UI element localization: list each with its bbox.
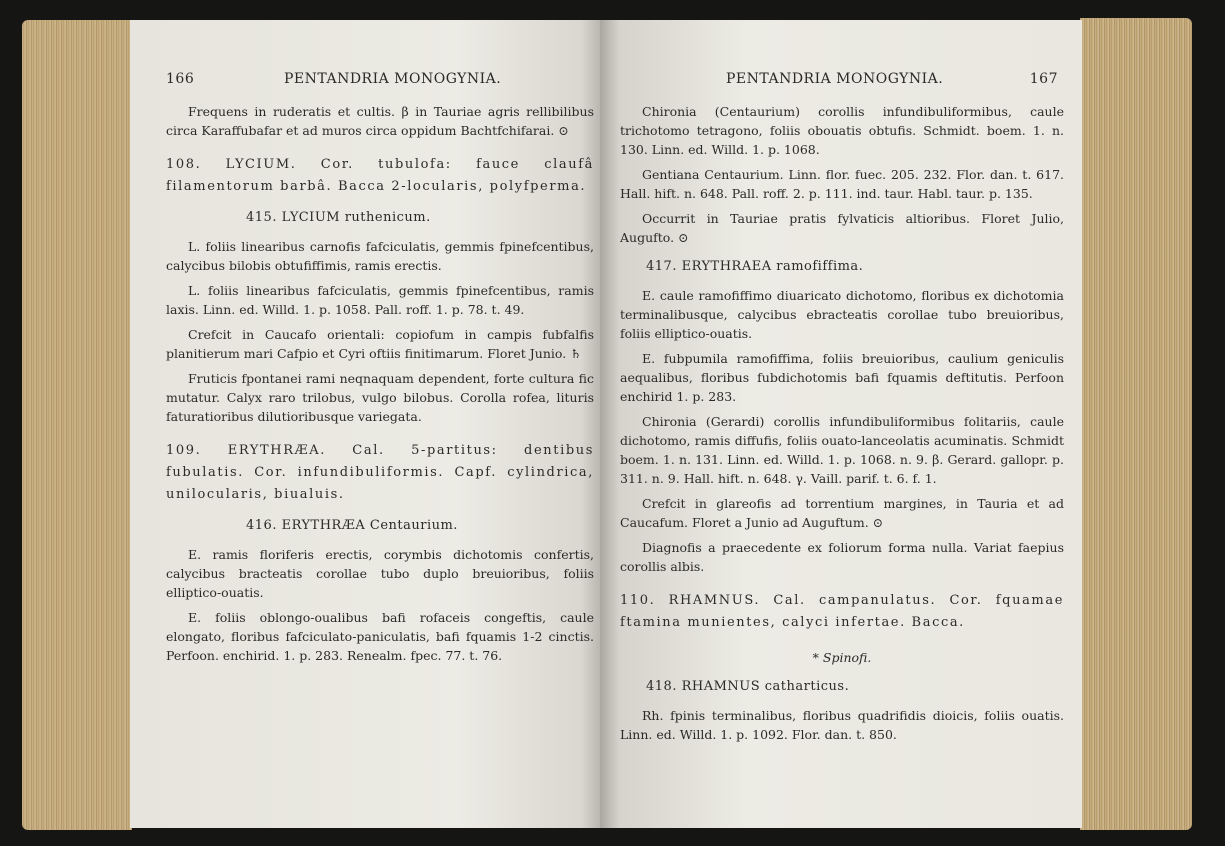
species-415-heading: 415. LYCIUM ruthenicum. [246, 210, 431, 225]
genus-108-lycium: 108. LYCIUM. Cor. tubulofa: fauce claufâ filamentorum barbâ. Bacca 2-locularis, polyfperma. [166, 157, 594, 194]
genus-109-erythraea: 109. ERYTHRÆA. Cal. 5-partitus: dentibus fubulatis. Cor. infundibuliformis. Capf. cylindrica, unilocularis, biualuis. [166, 443, 594, 502]
left-page [130, 20, 600, 828]
intro-paragraph: Frequens in ruderatis et cultis. β in Tauriae agris rellibilibus circa Karaffubafar et ad muros circa oppidum Bachtfchifarai. ⊙ [166, 104, 594, 138]
species-418-diagnosis: Rh. fpinis terminalibus, floribus quadrifidis dioicis, foliis ouatis. Linn. ed. Willd. 1. p. 1092. Flor. dan. t. 850. [620, 708, 1064, 742]
species-417-heading: 417. ERYTHRAEA ramofiffima. [646, 259, 864, 274]
species-417-diagnosis-note: Diagnofis a praecedente ex foliorum forma nulla. Variat faepius corollis albis. [620, 540, 1064, 574]
occurrence-paragraph: Occurrit in Tauriae pratis fylvaticis altioribus. Floret Julio, Augufto. ⊙ [620, 211, 1064, 245]
species-416-heading: 416. ERYTHRÆA Centaurium. [246, 518, 458, 533]
species-417-synonym: Chironia (Gerardi) corollis infundibuliformibus folitariis, caule dichotomo, ramis diffufis, foliis ouato-lanceolatis acuminatis. Schmidt boem. 1. n. 131. Linn. ed. Willd. 1. p. 1068. n. 9. β. Gerard. gallopr. p. 311. n. 9. Hall. hift. n. 648. γ. Vaill. parif. t. 6. f. 1. [620, 414, 1064, 486]
running-title-right: PENTANDRIA MONOGYNIA. [726, 71, 944, 87]
gentiana-centaurium-paragraph: Gentiana Centaurium. Linn. flor. fuec. 205. 232. Flor. dan. t. 617. Hall. hift. n. 648. Pall. roff. 2. p. 111. ind. taur. Habl. taur. p. 135. [620, 167, 1064, 201]
species-416-synonym: E. foliis oblongo-oualibus bafi rofaceis congeftis, caule elongato, floribus fafciculato-paniculatis, bafi fquamis 1-2 cinctis. Perfoon. enchirid. 1. p. 283. Renealm. fpec. 77. t. 76. [166, 610, 594, 663]
species-415-synonym: L. foliis linearibus fafciculatis, gemmis fpinefcentibus, ramis laxis. Linn. ed. Willd. 1. p. 1058. Pall. roff. 1. p. 78. t. 49. [166, 283, 594, 317]
page-number-left: 166 [166, 71, 195, 87]
species-417-diagnosis: E. caule ramofiffimo diuaricato dichotomo, floribus ex dichotomia terminalibusque, calycibus ebracteatis corollae tubo breuioribus, foliis elliptico-ouatis. [620, 288, 1064, 341]
page-number-right: 167 [1029, 71, 1058, 87]
left-page-edges [22, 20, 132, 830]
species-415-habitat: Crefcit in Caucafo orientali: copiofum in campis fubfalfis planitierum mari Cafpio et Cyri oftiis finitimarum. Floret Junio. ♄ [166, 327, 594, 361]
chironia-centaurium-paragraph: Chironia (Centaurium) corollis infundibuliformibus, caule trichotomo tetragono, foliis obouatis obtufis. Schmidt. boem. 1. n. 130. Linn. ed. Willd. 1. p. 1068. [620, 104, 1064, 157]
species-415-diagnosis: L. foliis linearibus carnofis fafciculatis, gemmis fpinefcentibus, calycibus bilobis obtufiffimis, ramis erectis. [166, 239, 594, 273]
running-head-left [166, 70, 594, 92]
subsection-heading: * Spinofi. [812, 650, 872, 665]
species-415-notes: Fruticis fpontanei rami neqnaquam dependent, forte cultura fic mutatur. Calyx raro trilobus, vulgo bilobus. Corolla rofea, lituris faturatioribus dilutioribusque variegata. [166, 371, 594, 424]
running-title-left: PENTANDRIA MONOGYNIA. [284, 71, 502, 87]
genus-110-rhamnus: 110. RHAMNUS. Cal. campanulatus. Cor. fquamae ftamina munientes, calyci infertae. Bacca. [620, 593, 1064, 630]
right-page-edges [1080, 18, 1192, 830]
species-417-habitat: Crefcit in glareofis ad torrentium margines, in Tauria et ad Caucafum. Floret a Junio ad Auguftum. ⊙ [620, 496, 1064, 530]
right-page [600, 20, 1082, 828]
running-head-right [620, 70, 1064, 92]
species-417-description: E. fubpumila ramofiffima, foliis breuioribus, caulium geniculis aequalibus, floribus fubdichotomis bafi fquamis deftitutis. Perfoon enchirid 1. p. 283. [620, 351, 1064, 404]
species-416-diagnosis: E. ramis floriferis erectis, corymbis dichotomis confertis, calycibus bracteatis corollae tubo duplo breuioribus, foliis elliptico-ouatis. [166, 547, 594, 600]
species-418-heading: 418. RHAMNUS catharticus. [646, 679, 850, 694]
